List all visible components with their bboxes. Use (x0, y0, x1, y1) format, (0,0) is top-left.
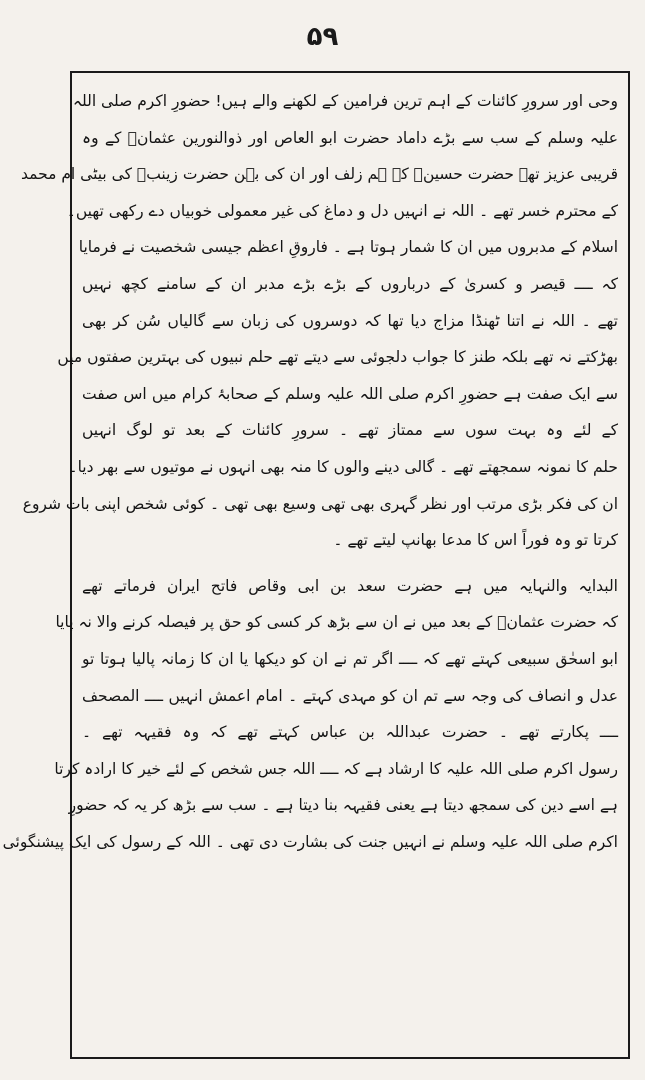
text-line: عدل و انصاف کی وجہ سے تم ان کو مہدی کہتے ۔ امام اعمش انہیں ــــ المصحف (82, 686, 618, 705)
text-line: ــــ پکارتے تھے ۔ حضرت عبداللہ بن عباس کہتے تھے کہ وہ فقیہہ تھے ۔ (82, 723, 618, 742)
text-line: کے لئے وہ بہت سوں سے ممتاز تھے ۔ سرورِ کائنات کے بعد تو لوگ انہیں (82, 421, 618, 440)
text-line: البدایہ والنہایہ میں ہے حضرت سعد بن ابی وقاص فاتح ایران فرماتے تھے (82, 576, 618, 595)
text-line: حلم کا نمونہ سمجھتے تھے ۔ گالی دینے والوں کا منہ بھی انہوں نے موتیوں سے بھر دیا۔ (68, 457, 618, 476)
text-line: تھے ۔ اللہ نے اتنا ٹھنڈا مزاج دیا تھا کہ دوسروں کی زبان سے گالیاں سُن کر بھی (82, 311, 618, 330)
text-line: ابو اسحٰق سبیعی کہتے تھے کہ ــــ اگر تم نے ان کو دیکھا یا ان کا زمانہ پالیا ہوتا تو (82, 649, 618, 668)
text-line: اسلام کے مدبروں میں ان کا شمار ہوتا ہے ۔ فاروقِ اعظم جیسی شخصیت نے فرمایا (78, 238, 618, 257)
text-line: ان کی فکر بڑی مرتب اور نظر گہری بھی تھی وسیع بھی تھی ۔ کوئی شخص اپنی بات شروع (22, 494, 618, 513)
text-line: قریبی عزیز تھے حضرت حسینؓ کے ہم زلف اور ان کی بہن حضرت زینبؓ کی بیٹی ام محمد (21, 165, 618, 184)
text-line: بھڑکتے نہ تھے بلکہ طنز کا جواب دلجوئی سے دیتے تھے حلم نبیوں کی بہترین صفتوں میں (57, 348, 618, 367)
text-frame (2, 71, 630, 1059)
page-number: ۵۹ (306, 22, 339, 52)
text-line: وحی اور سرورِ کائنات کے اہم ترین فرامین کے لکھنے والے ہیں! حضورِ اکرم صلی اللہ (72, 92, 618, 110)
text-line: ہے اسے دین کی سمجھ دیتا ہے یعنی فقیہہ بنا دیتا ہے ۔ سب سے بڑھ کر یہ کہ حضورِ (68, 796, 618, 815)
text-line: کے محترم خسر تھے ۔ اللہ نے انہیں دل و دماغ کی غیر معمولی خوبیاں دے رکھی تھیں۔ (66, 201, 618, 220)
text-line: کرتا تو وہ فوراً اس کا مدعا بھانپ لیتے تھے ۔ (333, 531, 618, 550)
text-line: رسول اکرم صلی اللہ علیہ کا ارشاد ہے کہ ــــ اللہ جس شخص کے لئے خیر کا ارادہ کرتا (54, 759, 618, 778)
text-line: علیہ وسلم کے سب سے بڑے داماد حضرت ابو العاص اور ذوالنورین عثمانؓ کے وہ (82, 128, 618, 147)
text-line: اکرم صلی اللہ علیہ وسلم نے انہیں جنت کی بشارت دی تھی ۔ اللہ کے رسول کی ایک پیشنگوئی (2, 832, 618, 851)
text-body (2, 83, 618, 860)
text-line: سے ایک صفت ہے حضورِ اکرم صلی اللہ علیہ وسلم کے صحابۂ کرام میں اس صفت (82, 384, 618, 403)
text-line: کہ ــــ قیصر و کسریٰ کے درباروں کے بڑے بڑے مدبر ان کے سامنے کچھ نہیں (82, 274, 618, 293)
text-line: کہ حضرت عثمانؓ کے بعد میں نے ان سے بڑھ کر کسی کو حق پر فیصلہ کرنے والا نہ پایا (55, 613, 618, 632)
